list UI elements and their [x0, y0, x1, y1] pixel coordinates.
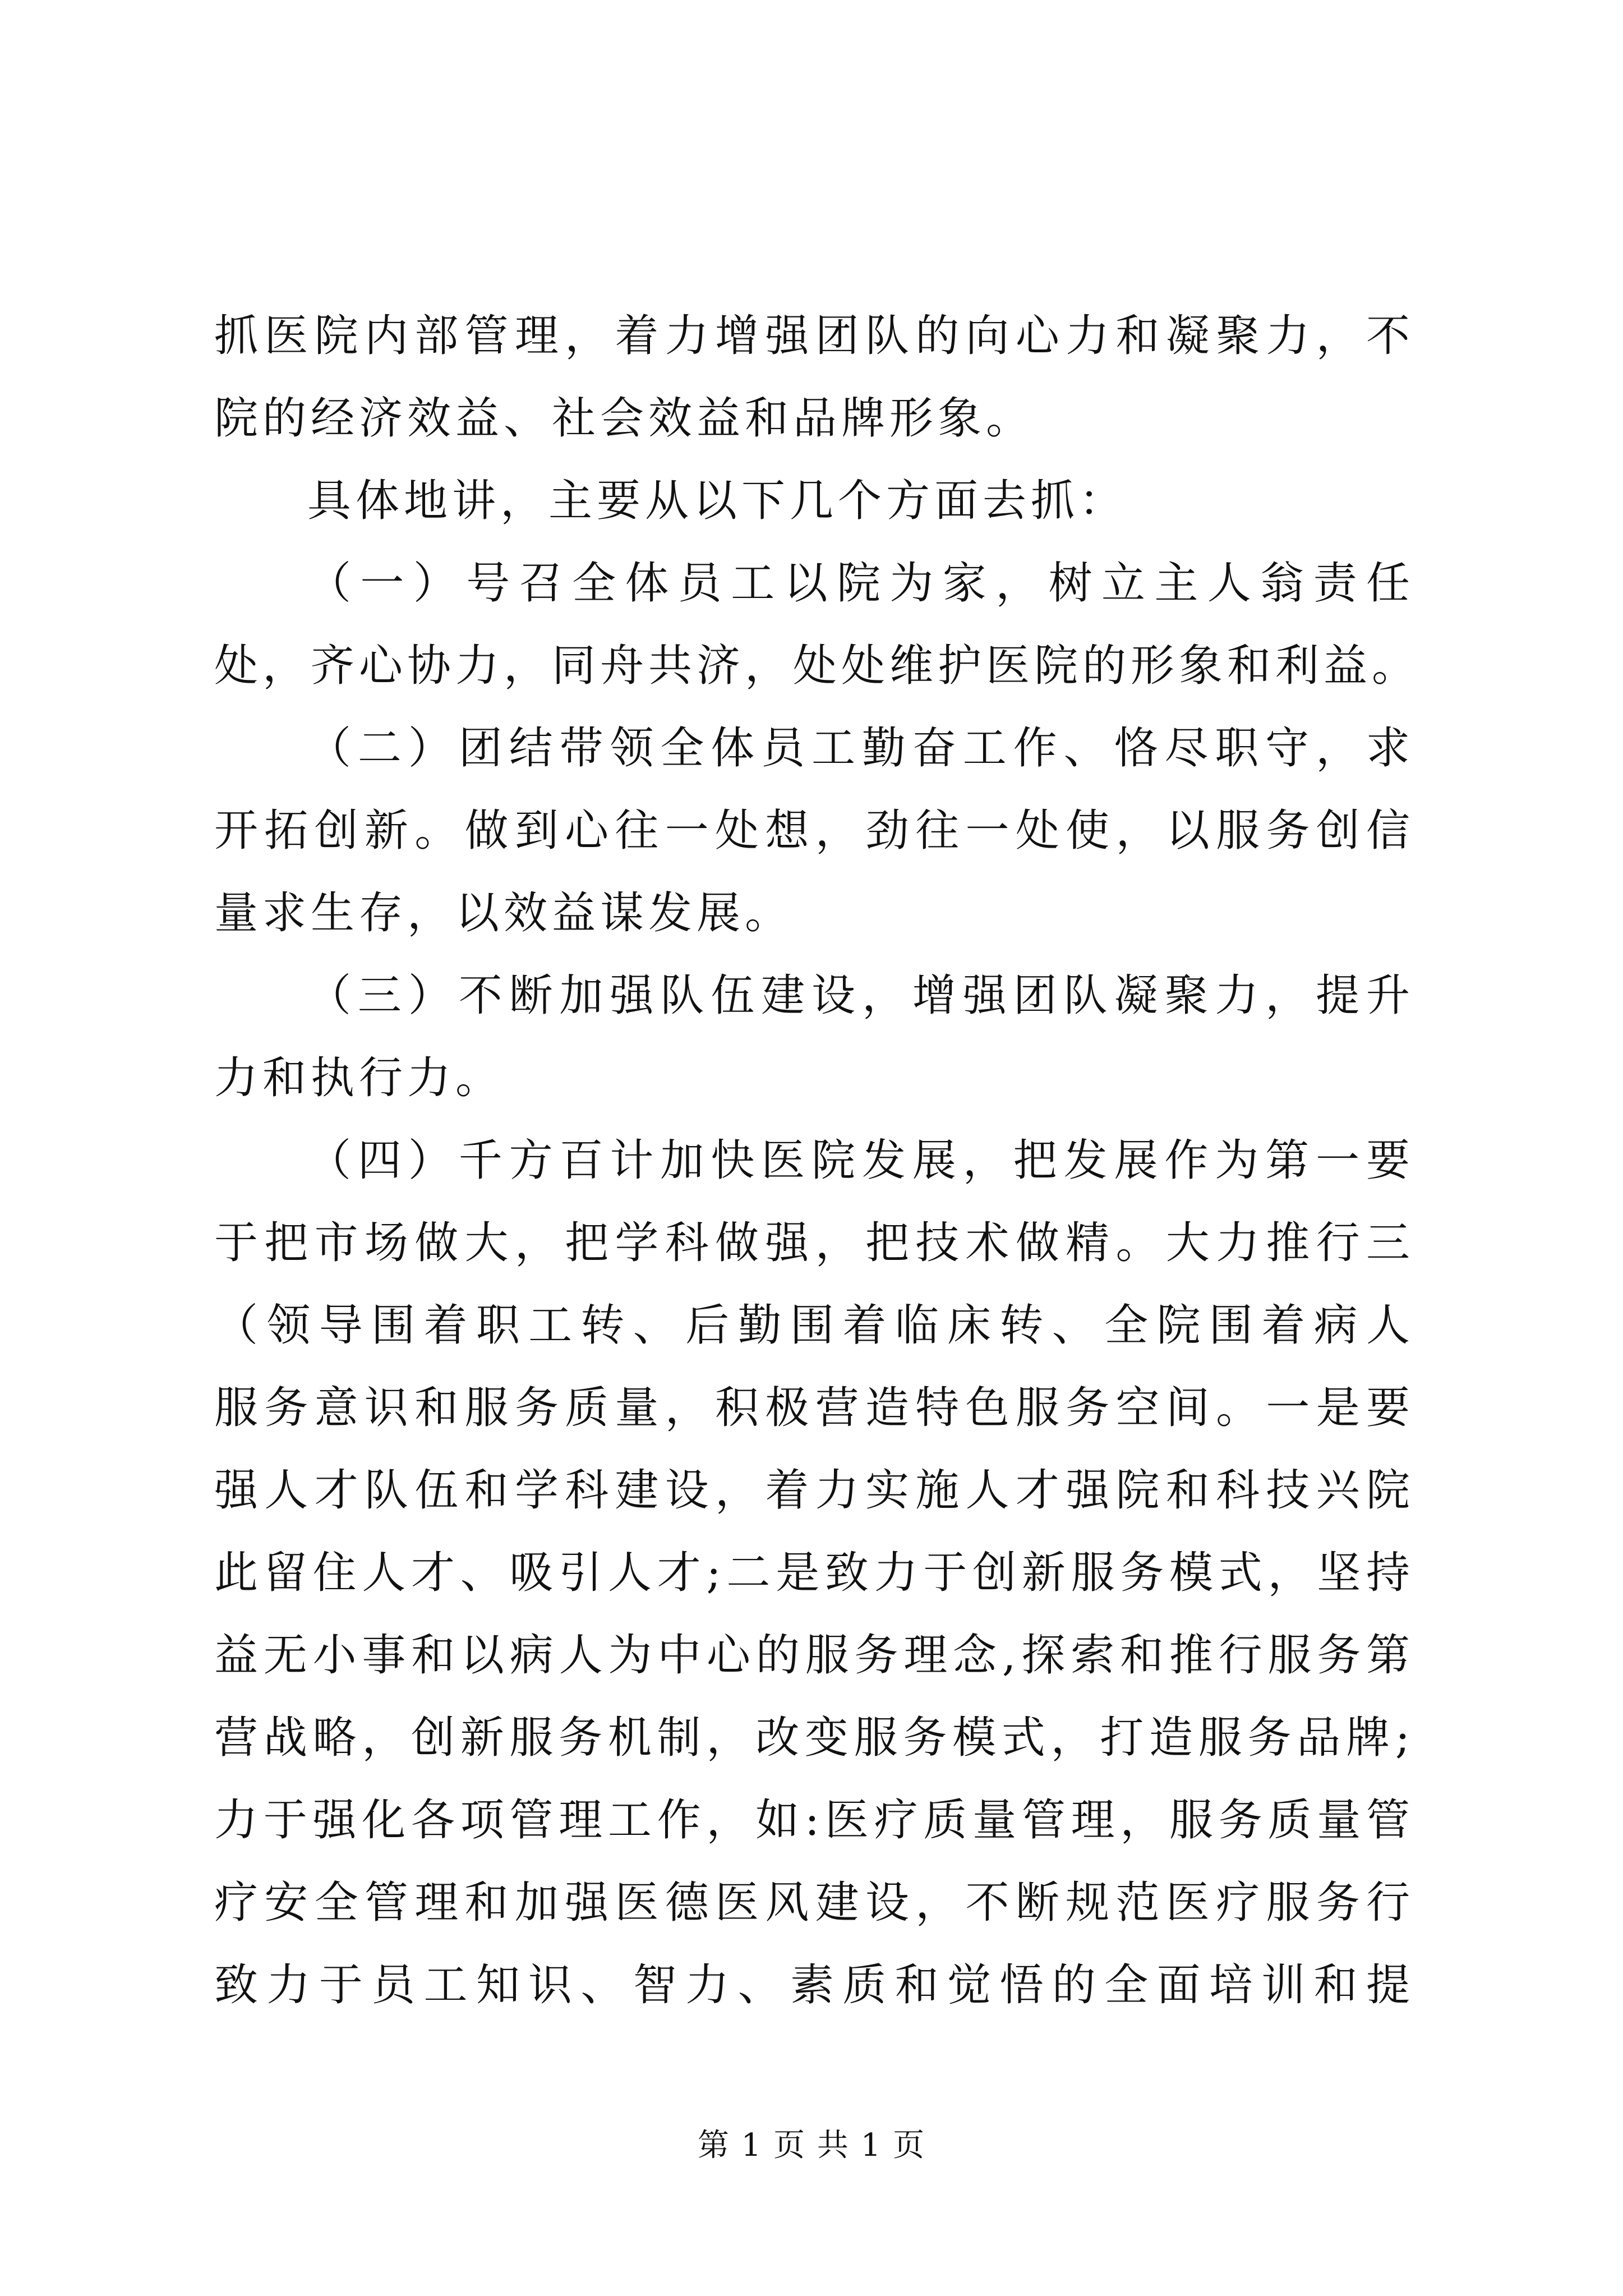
text-line: 强人才队伍和学科建设，着力实施人才强院和科技兴院	[214, 1465, 1414, 1516]
text-line: （领导围着职工转、后勤围着临床转、全院围着病人	[214, 1300, 1414, 1351]
text-line: （三）不断加强队伍建设，增强团队凝聚力，提升	[307, 970, 1414, 1021]
text-line: 开拓创新。做到心往一处想，劲往一处使，以服务创信	[214, 806, 1414, 856]
text-line: 益无小事和以病人为中心的服务理念,探索和推行服务第	[214, 1630, 1414, 1681]
text-line: 致力于员工知识、智力、素质和觉悟的全面培训和提	[214, 1960, 1414, 2010]
text-line: （四）千方百计加快医院发展，把发展作为第一要	[307, 1135, 1414, 1186]
text-line: 抓医院内部管理，着力增强团队的向心力和凝聚力，不	[214, 311, 1414, 361]
text-line: （一）号召全体员工以院为家，树立主人翁责任	[307, 558, 1414, 609]
text-line: 力于强化各项管理工作，如:医疗质量管理，服务质量管	[214, 1795, 1414, 1846]
text-line: 院的经济效益、社会效益和品牌形象。	[214, 393, 1035, 444]
text-line: 处，齐心协力，同舟共济，处处维护医院的形象和利益。	[214, 641, 1421, 691]
text-line: 营战略，创新服务机制，改变服务模式，打造服务品牌;	[214, 1713, 1414, 1763]
text-line: 疗安全管理和加强医德医风建设，不断规范医疗服务行	[214, 1878, 1414, 1928]
text-line: 力和执行力。	[214, 1053, 504, 1103]
text-line: 于把市场做大，把学科做强，把技术做精。大力推行三	[214, 1218, 1414, 1268]
text-line: 量求生存，以效益谋发展。	[214, 888, 794, 938]
text-line: （二）团结带领全体员工勤奋工作、恪尽职守，求	[307, 723, 1414, 774]
text-line: 具体地讲，主要从以下几个方面去抓：	[307, 476, 1128, 526]
document-body	[214, 295, 1421, 2027]
text-line: 服务意识和服务质量，积极营造特色服务空间。一是要	[214, 1383, 1414, 1433]
text-line: 此留住人才、吸引人才;二是致力于创新服务模式，坚持	[214, 1548, 1414, 1598]
page-footer: 第 1 页 共 1 页	[697, 2127, 926, 2164]
